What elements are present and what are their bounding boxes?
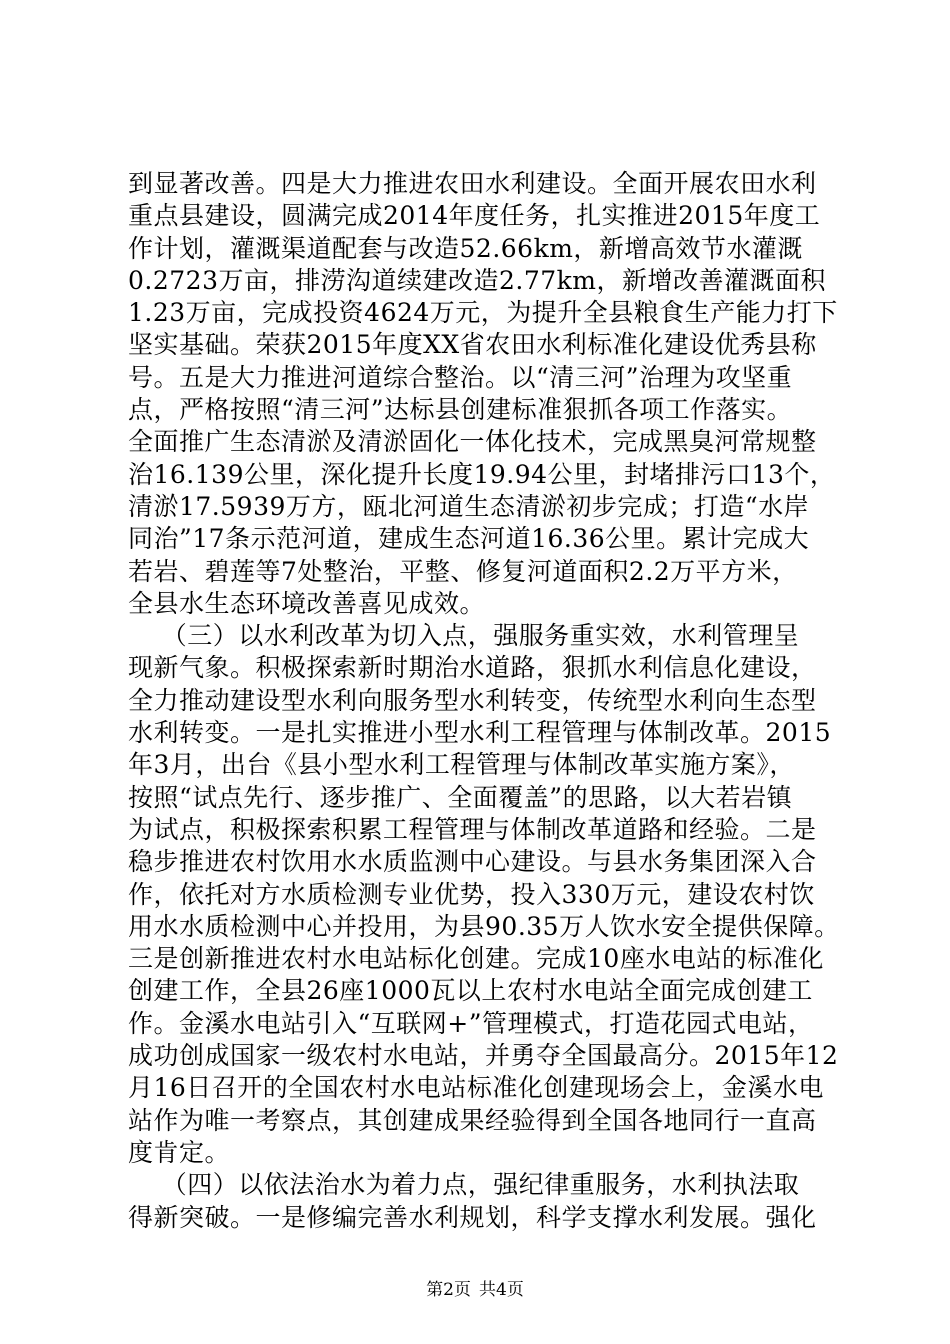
- page-number: 第2页: [426, 1280, 471, 1300]
- text-line: 三是创新推进农村水电站标化创建。完成10座水电站的标准化: [128, 944, 824, 974]
- text-line: 全县水生态环境改善喜见成效。: [128, 588, 486, 618]
- text-line: 点，严格按照“清三河”达标县创建标准狠抓各项工作落实。: [128, 395, 793, 425]
- text-line: 作，依托对方水质检测专业优势，投入330万元，建设农村饮: [128, 879, 815, 909]
- text-line: 重点县建设，圆满完成2014年度任务，扎实推进2015年度工: [128, 201, 821, 231]
- text-line: 月16日召开的全国农村水电站标准化创建现场会上，金溪水电: [128, 1073, 824, 1103]
- text-line: 0.2723万亩，排涝沟道续建改造2.77km，新增改善灌溉面积: [128, 265, 826, 295]
- page-total: 共4页: [479, 1280, 524, 1300]
- text-line: 创建工作，全县26座1000瓦以上农村水电站全面完成创建工: [128, 976, 813, 1006]
- text-line: 得新突破。一是修编完善水利规划，科学支撑水利发展。强化: [128, 1202, 817, 1232]
- text-line: 若岩、碧莲等7处整治，平整、修复河道面积2.2万平方米，: [128, 556, 798, 586]
- page-footer: [0, 1275, 950, 1300]
- document-body: [128, 168, 840, 1234]
- text-line: 作计划，灌溉渠道配套与改造52.66km，新增高效节水灌溉: [128, 233, 803, 263]
- text-line: 坚实基础。荣获2015年度XX省农田水利标准化建设优秀县称: [128, 330, 817, 360]
- text-line: 水利转变。一是扎实推进小型水利工程管理与体制改革。2015: [128, 718, 832, 748]
- text-line: 度肯定。: [128, 1137, 231, 1167]
- text-line: 治16.139公里，深化提升长度19.94公里，封堵排污口13个，: [128, 459, 836, 489]
- text-line: 年3月，出台《县小型水利工程管理与体制改革实施方案》，: [128, 750, 795, 780]
- text-line: 用水水质检测中心并投用，为县90.35万人饮水安全提供保障。: [128, 911, 840, 941]
- text-line: 号。五是大力推进河道综合整治。以“清三河”治理为攻坚重: [128, 362, 793, 392]
- text-line: 站作为唯一考察点，其创建成果经验得到全国各地同行一直高: [128, 1105, 817, 1135]
- text-line: 为试点，积极探索积累工程管理与体制改革道路和经验。二是: [128, 814, 817, 844]
- text-line: （四）以依法治水为着力点，强纪律重服务，水利执法取: [128, 1170, 800, 1200]
- text-line: 全力推动建设型水利向服务型水利转变，传统型水利向生态型: [128, 685, 817, 715]
- text-line: 同治”17条示范河道，建成生态河道16.36公里。累计完成大: [128, 524, 810, 554]
- text-line: 到显著改善。四是大力推进农田水利建设。全面开展农田水利: [128, 169, 817, 198]
- text-line: 清淤17.5939万方，瓯北河道生态清淤初步完成；打造“水岸: [128, 491, 810, 521]
- text-line: 作。金溪水电站引入“互联网+”管理模式，打造花园式电站，: [128, 1008, 814, 1038]
- text-line: 成功创成国家一级农村水电站，并勇夺全国最高分。2015年12: [128, 1041, 839, 1071]
- text-line: 1.23万亩，完成投资4624万元，为提升全县粮食生产能力打下: [128, 298, 838, 328]
- text-line: 稳步推进农村饮用水水质监测中心建设。与县水务集团深入合: [128, 847, 817, 877]
- text-line: （三）以水利改革为切入点，强服务重实效，水利管理呈: [128, 621, 800, 651]
- text-line: 按照“试点先行、逐步推广、全面覆盖”的思路，以大若岩镇: [128, 782, 793, 812]
- text-line: 现新气象。积极探索新时期治水道路，狠抓水利信息化建设，: [128, 653, 817, 683]
- text-line: 全面推广生态清淤及清淤固化一体化技术，完成黑臭河常规整: [128, 427, 817, 457]
